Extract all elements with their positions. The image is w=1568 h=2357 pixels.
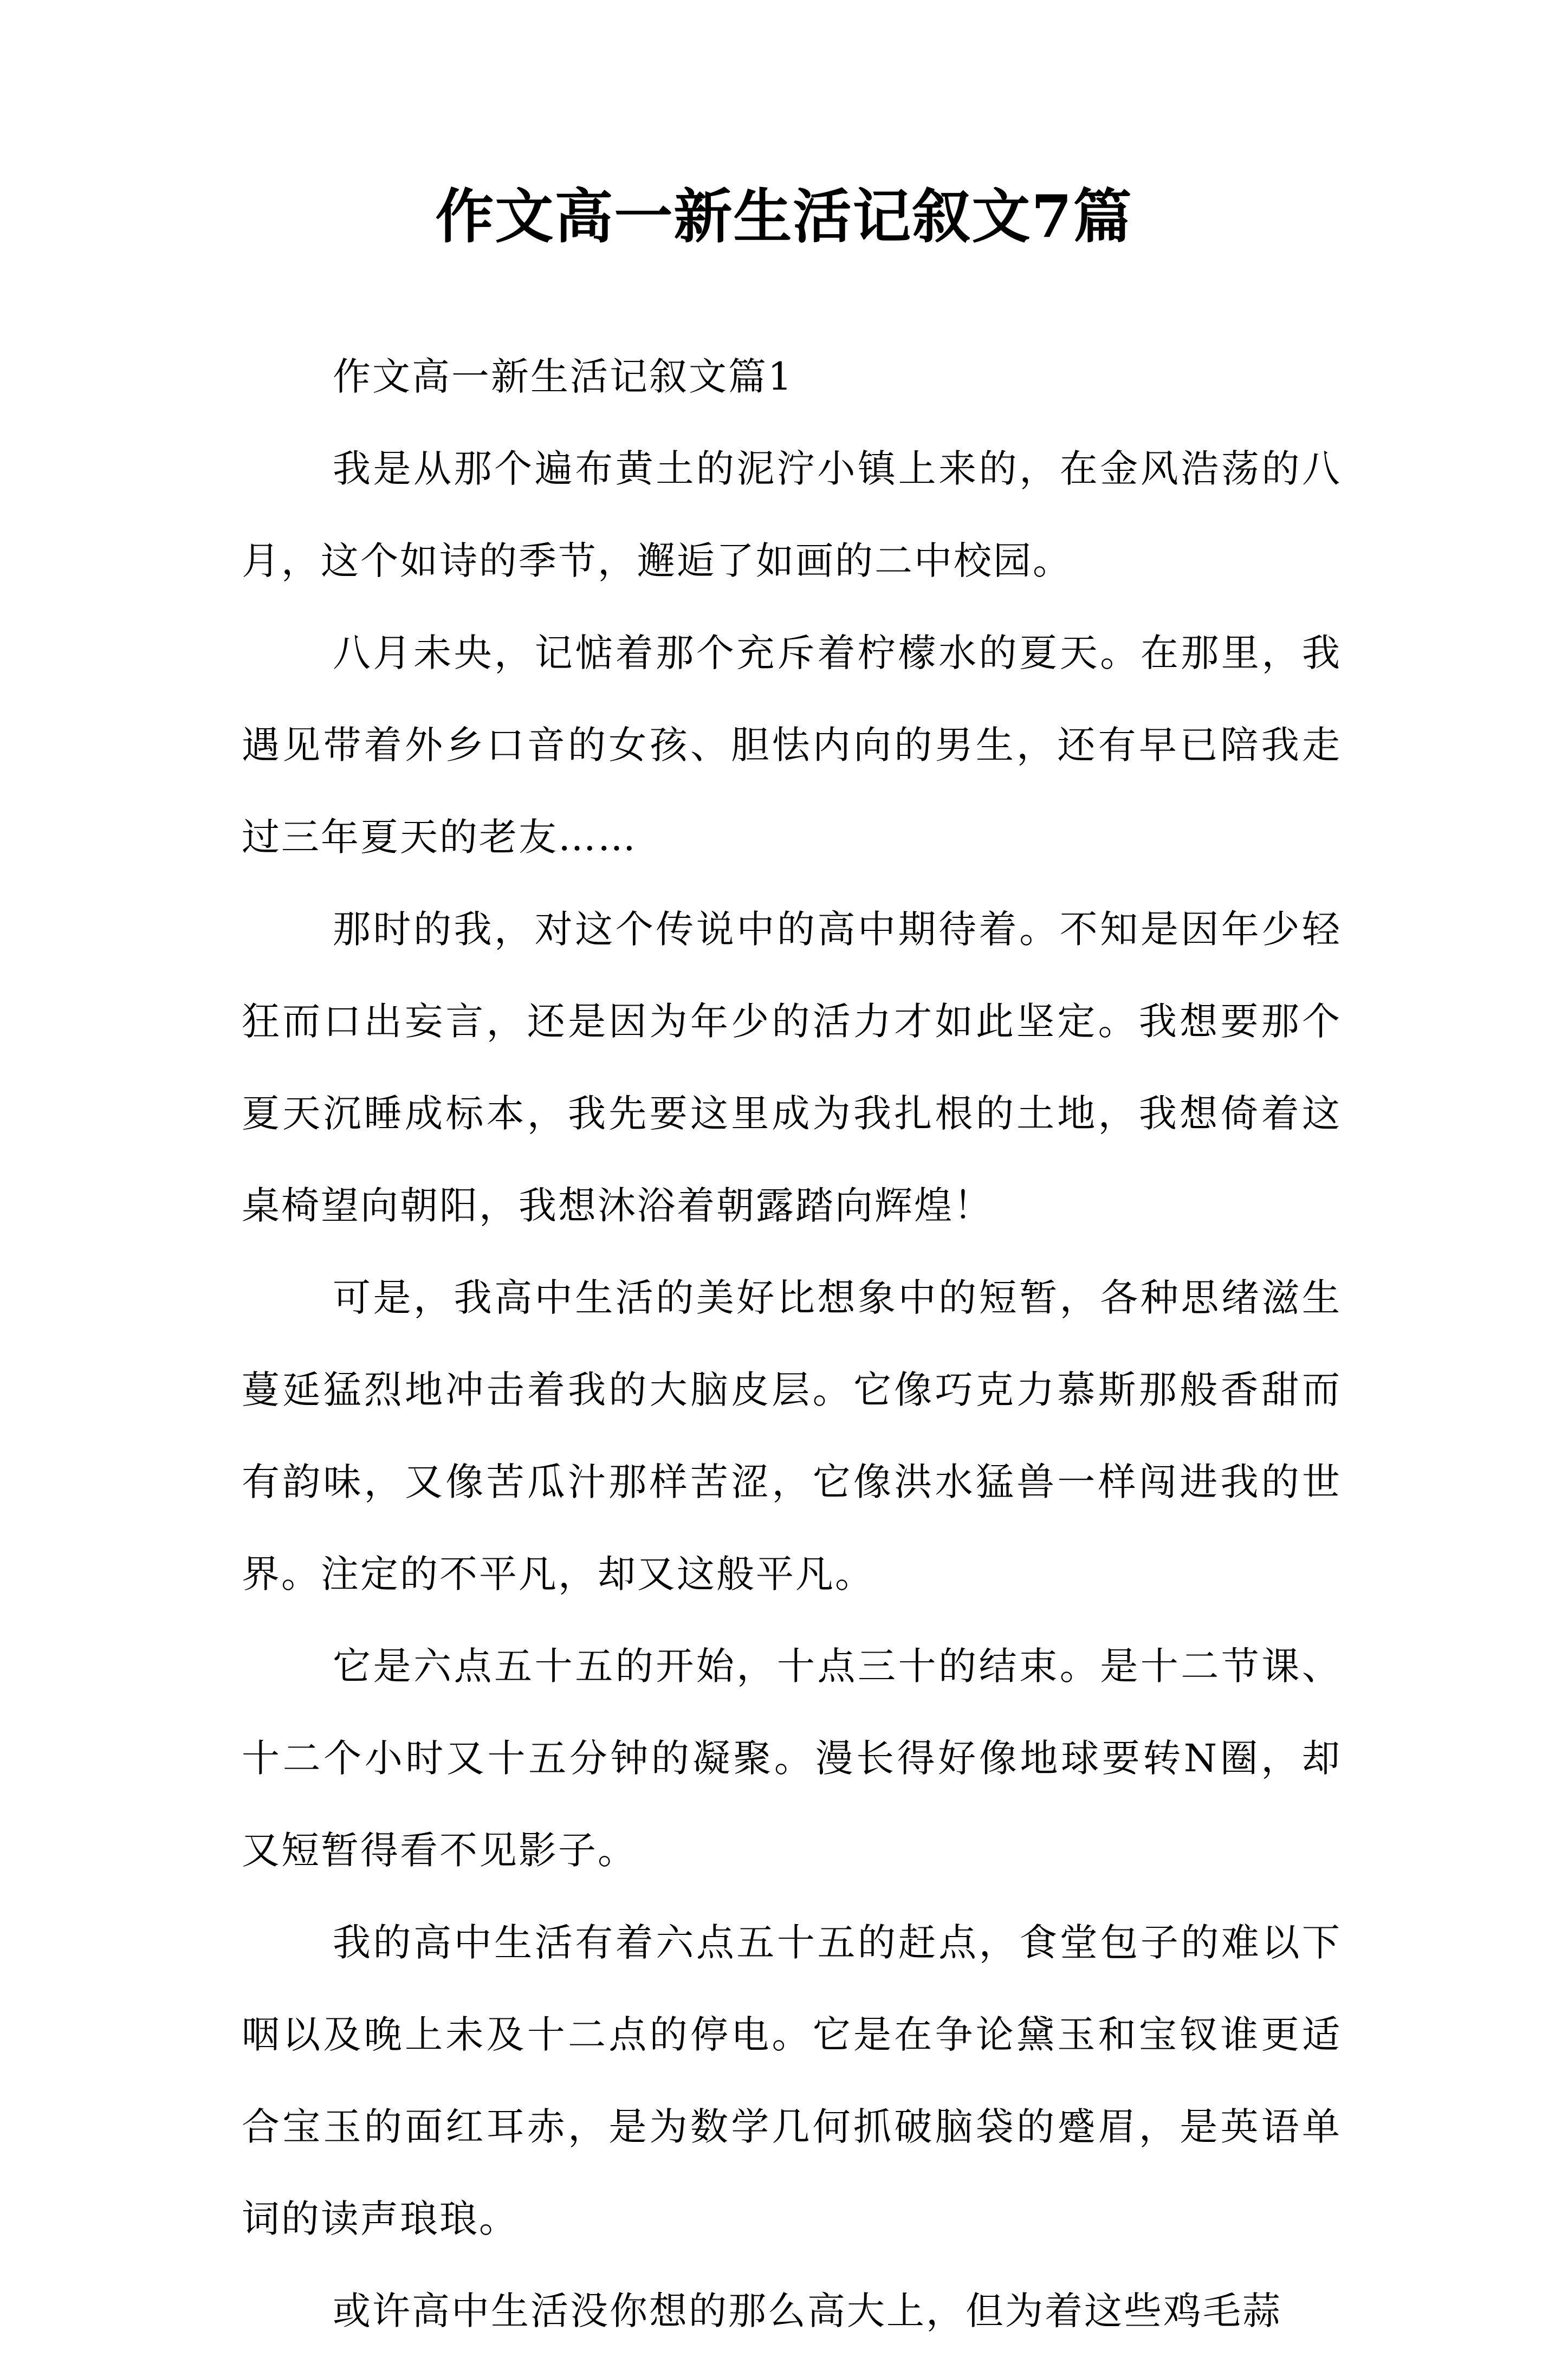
paragraph: 八月未央，记惦着那个充斥着柠檬水的夏天。在那里，我遇见带着外乡口音的女孩、胆怯内向的男生，还有早已陪我走过三年夏天的老友…… (242, 631, 1342, 859)
paragraph: 我的高中生活有着六点五十五的赶点，食堂包子的难以下咽以及晚上未及十二点的停电。它是在争论黛玉和宝钗谁更适合宝玉的面红耳赤，是为数学几何抓破脑袋的蹙眉，是英语单词的读声琅琅。 (242, 1920, 1342, 2241)
document-body (242, 331, 1342, 2357)
document-title: 作文高一新生活记叙文7篇 (435, 183, 1133, 251)
paragraph: 它是六点五十五的开始，十点三十的结束。是十二节课、十二个小时又十五分钟的凝聚。漫长得好像地球要转N圈，却又短暂得看不见影子。 (242, 1644, 1342, 1873)
section-heading: 作文高一新生活记叙文篇1 (333, 354, 794, 399)
paragraph: 那时的我，对这个传说中的高中期待着。不知是因年少轻狂而口出妄言，还是因为年少的活力才如此坚定。我想要那个夏天沉睡成标本，我先要这里成为我扎根的土地，我想倚着这桌椅望向朝阳，我想沐浴着朝露踏向辉煌！ (242, 907, 1342, 1228)
paragraph: 或许高中生活没你想的那么高大上，但为着这些鸡毛蒜 (333, 2289, 1282, 2333)
paragraph: 我是从那个遍布黄土的泥泞小镇上来的，在金风浩荡的八月，这个如诗的季节，邂逅了如画的二中校园。 (242, 446, 1342, 583)
paragraph: 可是，我高中生活的美好比想象中的短暂，各种思绪滋生蔓延猛烈地冲击着我的大脑皮层。它像巧克力慕斯那般香甜而有韵味，又像苦瓜汁那样苦涩，它像洪水猛兽一样闯进我的世界。注定的不平凡，却又这般平凡。 (242, 1275, 1342, 1596)
